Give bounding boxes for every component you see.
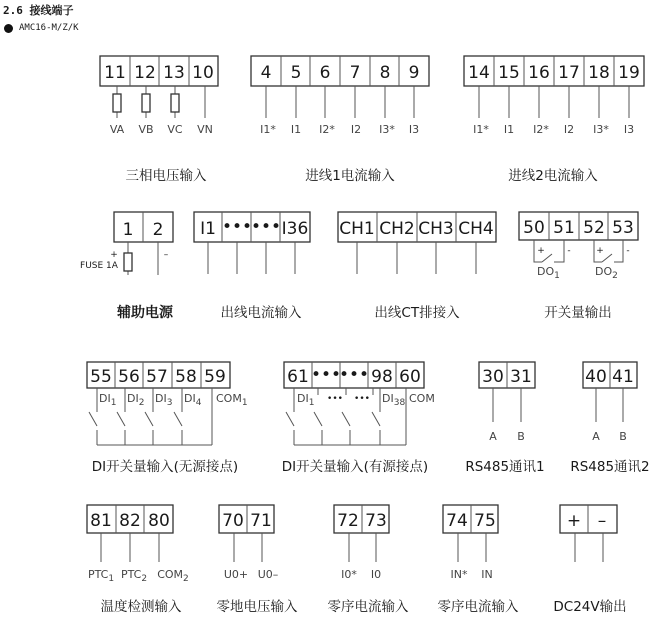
plus-sign: + [110,250,118,260]
group-title: 零序电流输入 [437,599,519,615]
terminal-label: IN* [450,568,468,581]
group-title: 三相电压输入 [125,168,207,184]
terminal-number: 5 [290,63,302,83]
terminal-label: I2 [350,123,362,136]
terminal-dots: ••• [338,365,370,385]
terminal-label: VC [167,123,183,136]
terminal-number: 59 [204,367,226,387]
terminal-label: B [619,430,627,443]
group-current1 [251,56,429,184]
group-aux-power [80,212,174,321]
group-temperature [87,505,189,615]
plus-sign: + [596,246,604,256]
di-label: $DI_{38}$ [382,392,406,408]
terminal-label: U0+ [223,568,249,581]
switch-contact-icon [342,412,350,426]
terminal-label: I3* [593,123,609,136]
minus-sign: - [567,246,571,256]
group-switch-output [519,212,638,321]
group-title: 零序电流输入 [327,599,409,615]
group-title: DI开关量输入(无源接点) [91,459,239,475]
terminal-number: 71 [250,511,272,531]
terminal-label: I2* [319,123,335,136]
terminal-label: VB [138,123,154,136]
terminal-label: A [489,430,497,443]
switch-contact-icon [174,412,182,426]
terminal-label: I2* [533,123,549,136]
group-title: 出线CT排接入 [374,305,460,321]
terminal-number: 17 [558,63,580,83]
di-label: $DI_4$ [184,392,202,408]
group-zero-current-1 [328,505,409,615]
terminal-number: I36 [281,219,309,239]
terminal-number: 2 [152,220,164,240]
terminal-label: I1* [473,123,489,136]
di-label: $DI_1$ [99,392,117,408]
terminal-number: 19 [618,63,640,83]
switch-contact-icon [145,412,153,426]
terminal-label: I0* [341,568,357,581]
group-zero-voltage [217,505,298,615]
terminal-number: 53 [612,218,634,238]
terminal-number: 52 [583,218,605,238]
section-title: 2.6 接线端子 [3,4,74,17]
fuse-icon [113,94,121,112]
terminal-number: 74 [446,511,468,531]
di-dots: ••• [327,394,343,404]
terminal-number: 56 [118,367,140,387]
terminal-number: I1 [200,219,216,239]
minus-sign: - [626,246,630,256]
terminal-label: $PTC_2$ [120,568,148,584]
terminal-label: I2 [563,123,575,136]
terminal-label: $PTC_1$ [87,568,115,584]
di-dots: ••• [354,394,370,404]
terminal-number: 55 [90,367,112,387]
terminal-number: 13 [163,63,185,83]
terminal-number: 8 [379,63,391,83]
terminal-label: I0 [370,568,382,581]
terminal-number: 7 [349,63,361,83]
terminal-number: 73 [365,511,387,531]
terminal-number: 50 [523,218,545,238]
terminal-number: 18 [588,63,610,83]
terminal-number: 15 [498,63,520,83]
terminal-number: 41 [612,367,634,387]
do-label: $DO_1$ [537,265,560,281]
terminal-number: CH1 [339,219,375,239]
group-title: 开关量输出 [544,305,612,321]
terminal-number: 98 [371,367,393,387]
terminal-number: 81 [90,511,112,531]
terminal-number: 57 [146,367,168,387]
terminal-number: 40 [585,367,607,387]
group-title: 出线电流输入 [220,305,302,321]
terminal-label: A [592,430,600,443]
fuse-icon [171,94,179,112]
group-title: 进线1电流输入 [305,168,395,184]
terminal-label: I1 [290,123,302,136]
terminal-label: U0– [257,568,279,581]
group-outgoing-current [194,212,310,321]
terminal-label: IN [481,568,493,581]
terminal-number: 58 [175,367,197,387]
group-title: 进线2电流输入 [508,168,598,184]
terminal-number: 70 [222,511,244,531]
group-dc24v [553,505,626,615]
terminal-number: 51 [553,218,575,238]
group-title: 辅助电源 [117,305,173,321]
switch-contact-icon [372,412,380,426]
terminal-label: $COM_2$ [157,568,189,584]
di-label: $DI_3$ [155,392,173,408]
com-label: COM [409,392,435,405]
terminal-number: 30 [482,367,504,387]
terminal-number: 31 [510,367,532,387]
terminal-number: 80 [148,511,170,531]
terminal-number: 61 [287,367,309,387]
di-label: $DI_2$ [127,392,145,408]
group-ct [338,212,496,321]
terminal-number: 6 [319,63,331,83]
terminal-number: 11 [104,63,126,83]
terminal-minus: – [597,511,607,531]
switch-contact-icon [286,412,294,426]
terminal-label: I3 [408,123,420,136]
group-title: RS485通讯1 [465,459,545,475]
do-label: $DO_2$ [595,265,618,281]
terminal-label: I1 [503,123,515,136]
group-zero-current-2 [438,505,519,615]
group-current2 [464,56,644,184]
group-title: DC24V输出 [553,599,627,615]
terminal-number: 60 [399,367,421,387]
terminal-plus: + [566,511,582,531]
terminal-number: CH4 [458,219,494,239]
terminal-number: CH3 [418,219,454,239]
terminal-number: 4 [260,63,272,83]
terminal-number: 12 [134,63,156,83]
terminal-label: VN [197,123,213,136]
terminal-label: I3* [379,123,395,136]
group-title: DI开关量输入(有源接点) [281,459,429,475]
terminal-number: 9 [408,63,420,83]
terminal-dots: ••• [250,217,282,237]
switch-contact-icon [314,412,322,426]
terminal-number: CH2 [379,219,415,239]
terminal-number: 75 [474,511,496,531]
fuse-label: FUSE 1A [80,261,118,271]
terminal-label: I3 [623,123,635,136]
group-di-passive [87,362,248,475]
model-label: AMC16-M/Z/K [19,23,79,33]
group-di-active [282,362,435,475]
minus-sign: – [163,250,169,260]
group-voltage [100,56,218,184]
fuse-icon [124,253,132,271]
terminal-dots: ••• [221,217,253,237]
terminal-number: 10 [192,63,214,83]
plus-sign: + [537,246,545,256]
terminal-label: I1* [260,123,276,136]
terminal-number: 1 [122,220,134,240]
group-title: RS485通讯2 [570,459,650,475]
terminal-number: 16 [528,63,550,83]
terminal-number: 14 [468,63,490,83]
group-title: 温度检测输入 [100,599,182,615]
group-rs485-1 [465,362,544,475]
di-label: $DI_1$ [297,392,315,408]
com-label: $COM_1$ [216,392,248,408]
terminal-number: 82 [119,511,141,531]
fuse-icon [142,94,150,112]
terminal-dots: ••• [310,365,342,385]
group-title: 零地电压输入 [216,599,298,615]
terminal-number: 72 [337,511,359,531]
switch-contact-icon [117,412,125,426]
group-rs485-2 [570,362,649,475]
switch-contact-icon [89,412,97,426]
terminal-label: B [517,430,525,443]
terminal-label: VA [109,123,125,136]
